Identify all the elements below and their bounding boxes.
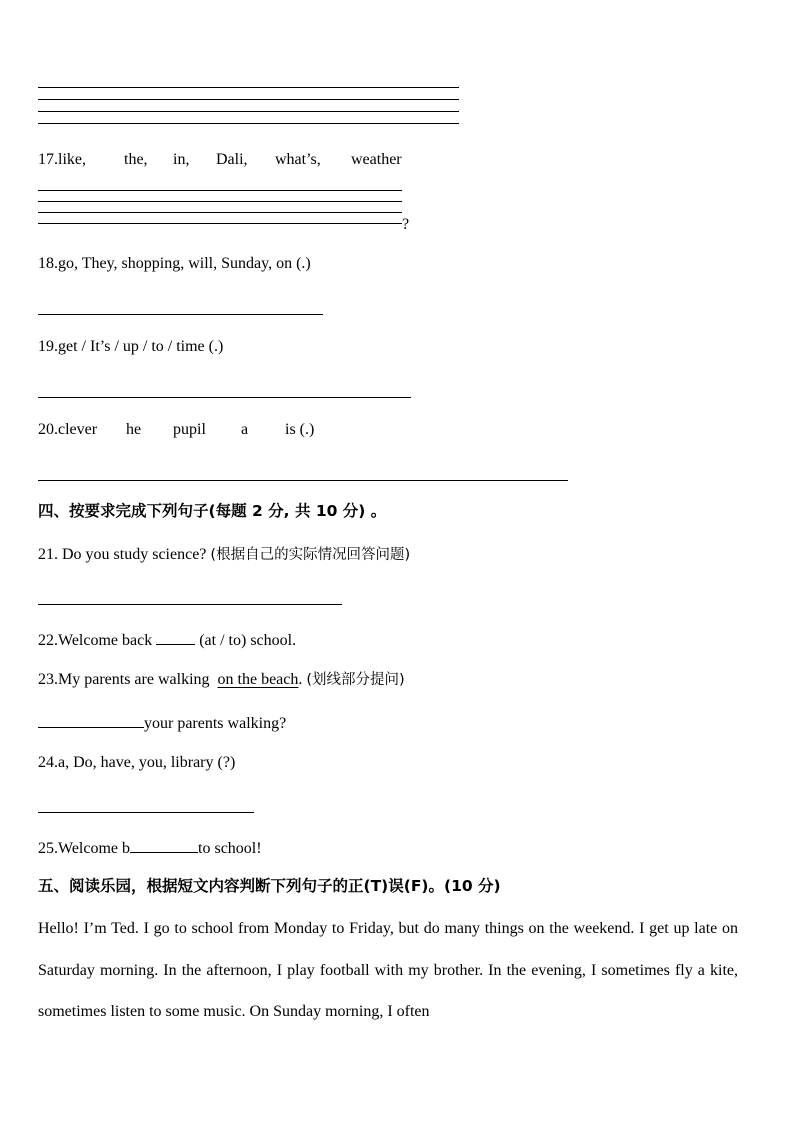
question-note: (划线部分提问) <box>306 672 405 688</box>
answer-line[interactable] <box>38 223 402 224</box>
section-heading: 四、按要求完成下列句子(每题 2 分, 共 10 分) 。 <box>38 502 387 520</box>
section-heading: 五、阅读乐园，根据短文内容判断下列句子的正(T)误(F)。(10 分) <box>38 877 501 895</box>
answer-blank[interactable] <box>130 838 198 853</box>
question-text: Welcome b <box>58 840 131 857</box>
question-number: 24. <box>38 754 58 771</box>
answer-line[interactable] <box>38 480 568 481</box>
question-text: (at / to) school. <box>199 632 297 649</box>
answer-line[interactable] <box>38 99 459 100</box>
question-number: 25. <box>38 840 58 857</box>
word: weather <box>351 151 402 168</box>
question-number: 18. <box>38 255 58 272</box>
answer-line[interactable] <box>38 123 459 124</box>
answer-line[interactable] <box>38 314 323 315</box>
question-text: a, Do, have, you, library (?) <box>58 754 236 771</box>
answer-line[interactable] <box>38 604 342 605</box>
question-text: go, They, shopping, will, Sunday, on (.) <box>58 255 311 272</box>
question-number: 23. <box>38 671 58 688</box>
word: the, <box>124 151 148 168</box>
question-note: (根据自己的实际情况回答问题) <box>210 547 411 563</box>
answer-line[interactable] <box>38 190 402 191</box>
word: like, <box>58 151 86 168</box>
answer-blank[interactable] <box>38 713 144 728</box>
question-18 <box>38 256 311 272</box>
underlined-phrase: on the beach <box>217 671 299 688</box>
word: what’s, <box>275 151 321 168</box>
word: clever <box>58 421 98 438</box>
question-21 <box>38 547 410 563</box>
question-number: 22. <box>38 632 58 649</box>
question-text: My parents are walking <box>58 671 218 688</box>
reading-passage: Hello! I’m Ted. I go to school from Monday to Friday, but do many things on the weekend. I get up late on Saturday morning. In the afternoon, I play football with my brother. In the evening, I sometimes fly a kite, sometimes listen to some music. On Sunday morning, I often <box>38 920 738 1020</box>
question-20 <box>38 422 314 438</box>
word: a <box>241 421 249 438</box>
answer-line[interactable] <box>38 201 402 202</box>
answer-line[interactable] <box>38 397 411 398</box>
answer-line[interactable] <box>38 111 459 112</box>
answer-blank[interactable] <box>156 630 195 645</box>
question-mark: ? <box>402 216 410 233</box>
question-text: Welcome back <box>58 632 157 649</box>
word: pupil <box>173 421 206 438</box>
question-number: 17. <box>38 151 58 168</box>
word: is (.) <box>285 421 315 438</box>
question-23 <box>38 672 405 688</box>
question-text: get / It’s / up / to / time (.) <box>58 338 224 355</box>
question-text: . <box>298 671 307 688</box>
question-text: to school! <box>198 840 262 857</box>
answer-line[interactable] <box>38 812 254 813</box>
question-number: 19. <box>38 338 58 355</box>
question-25 <box>38 838 262 857</box>
question-22 <box>38 630 296 649</box>
question-number: 21 <box>38 546 54 563</box>
question-17 <box>38 152 402 168</box>
question-19 <box>38 339 223 355</box>
question-number: 20. <box>38 421 58 438</box>
answer-line[interactable] <box>38 212 402 213</box>
answer-line[interactable] <box>38 87 459 88</box>
word: he <box>126 421 142 438</box>
question-24 <box>38 755 235 771</box>
word: Dali, <box>216 151 248 168</box>
question-text: . Do you study science? <box>54 546 211 563</box>
word: in, <box>173 151 190 168</box>
question-23-answer <box>38 713 286 732</box>
question-text: your parents walking? <box>144 715 287 732</box>
